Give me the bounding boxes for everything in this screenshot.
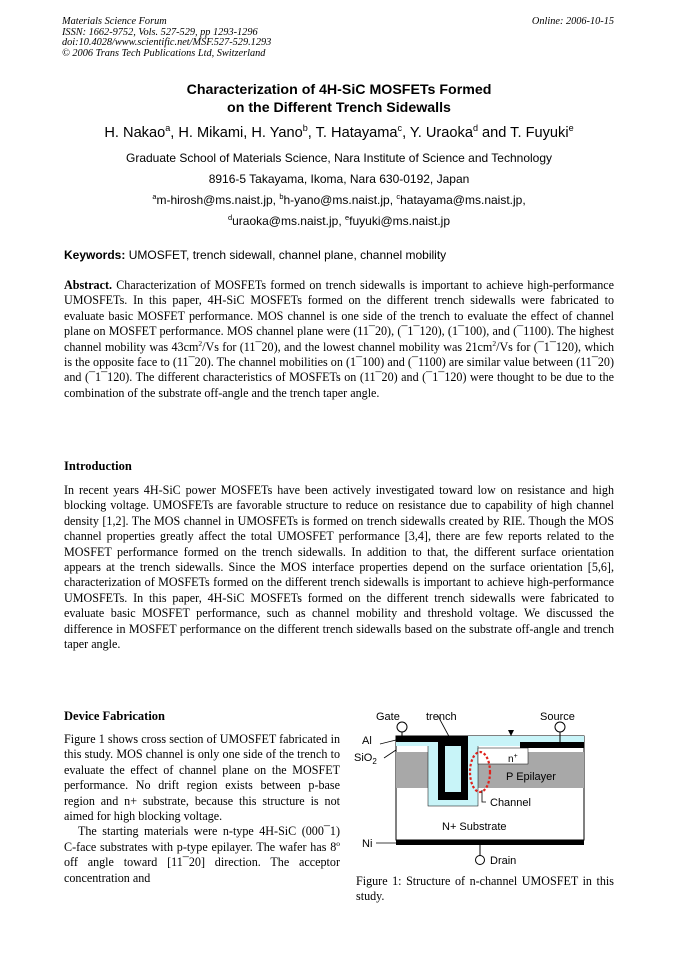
n-plus-region [478,748,528,764]
author-text: H. Nakao [104,125,166,141]
source-arrow [508,730,514,736]
gate-label: Gate [376,711,400,723]
sio2-pointer [384,750,396,758]
abstract-text: Characterization of MOSFETs formed on trench sidewalls is important to achieve high-performance UMOSFETs. In this paper, 4H-SiC MOSFETs formed on the different trench sidewalls were fabricated to evaluate basic MOSFET performance. MOS channel is one side of the trench to evaluate the effect of channel plane on MOSFET performance. MOS channel plane were (11¯20), (¯1¯120), (1¯100), and (¯1100). The highest channel mobility was 43cm [64,278,614,354]
journal-copyright: © 2006 Trans Tech Publications Ltd, Switzerland [62,47,266,59]
unit-superscript: 2 [198,338,203,348]
abstract-text: /Vs for (11¯20), and the lowest channel mobility was 21cm [202,339,493,354]
drain-terminal [476,856,485,865]
substrate-label: N+ Substrate [442,821,507,833]
email-address: hatayama@ms.naist.jp, [400,193,526,207]
degree-superscript: o [336,838,340,848]
fabrication-paragraph-2 [64,824,340,886]
umosfet-structure-figure [350,706,614,872]
author-text: , T. Hatayama [307,125,398,141]
source-label: Source [540,711,575,723]
author-superscript: a [165,123,171,134]
gate-terminal [397,722,407,732]
keywords-label: Keywords: [64,248,126,262]
author-emails-line-1 [0,192,678,208]
drain-label: Drain [490,855,517,867]
introduction-heading: Introduction [64,459,132,473]
journal-issn: ISSN: 1662-9752, Vols. 527-529, pp 1293-1296 [62,26,258,38]
online-date: Online: 2006-10-15 [531,16,614,27]
epilayer-label: P Epilayer [506,771,556,783]
al-pointer [380,740,396,744]
email-address: uraoka@ms.naist.jp, [232,214,345,228]
title-line-1: Characterization of 4H-SiC MOSFETs Formed [186,82,492,98]
gate-al-contact [438,736,468,746]
author-superscript: c [397,123,403,134]
fabrication-heading: Device Fabrication [64,709,166,723]
abstract-label: Abstract. [64,278,113,292]
trench-inner-oxide [445,746,461,792]
sio2-label [354,752,377,766]
n-plus-superscript: + [513,753,518,760]
sio2-subscript: 2 [372,757,377,766]
title-line-2: on the Different Trench Sidewalls [227,100,451,116]
affiliation-institute: Graduate School of Materials Science, Nara Institute of Science and Technology [125,151,553,165]
source-al-contact [520,742,584,748]
email-address: h-yano@ms.naist.jp, [283,193,397,207]
al-label: Al [362,735,372,747]
journal-name: Materials Science Forum [62,16,167,27]
left-al-contact [396,736,438,742]
author-text: , Y. Uraoka [402,125,473,141]
channel-label: Channel [490,797,531,809]
sio2-base-text: SiO [354,752,373,764]
affiliation-address: 8916-5 Takayama, Ikoma, Nara 630-0192, Japan [208,172,470,186]
author-emails-line-2 [0,213,678,229]
source-terminal [555,722,565,732]
author-superscript: b [302,123,308,134]
fabrication-paragraph-1: Figure 1 shows cross section of UMOSFET fabricated in this study. MOS channel is only one side of the trench to evaluate the effect of channel plane on the MOSFET performance. No drift region exists between p-base region and n+ substrate, because this structure is not aimed for high blocking voltage. [64,732,340,824]
email-superscript: c [396,192,401,201]
keywords-text: UMOSFET, trench sidewall, channel plane, channel mobility [125,248,447,262]
trench-label: trench [426,711,457,723]
author-superscript: e [568,123,574,134]
email-superscript: b [279,192,284,201]
keywords-line [64,248,446,263]
email-superscript: d [227,213,233,222]
email-superscript: a [152,192,157,201]
unit-superscript: 2 [492,338,497,348]
paper-title [0,81,678,117]
n-plus-base-text: n [508,754,514,765]
abstract-paragraph [64,278,614,401]
author-text: , H. Mikami, H. Yano [170,125,303,141]
author-text: and T. Fuyuki [477,125,569,141]
figure-caption: Figure 1: Structure of n-channel UMOSFET in this study. [356,874,614,904]
email-address: m-hirosh@ms.naist.jp, [156,193,280,207]
fabrication-text-part: The starting materials were n-type 4H-SiC (000¯1) C-face substrates with p-type epilayer. The wafer has 8 [64,824,340,854]
ni-drain-contact [396,840,584,845]
email-address: fuyuki@ms.naist.jp [349,214,451,228]
ni-label: Ni [362,838,373,850]
journal-header [62,17,271,59]
fabrication-text [64,732,340,886]
author-superscript: d [472,123,478,134]
fabrication-text-part: off angle toward [11¯20] direction. The acceptor concentration and [64,855,340,885]
introduction-paragraph: In recent years 4H-SiC power MOSFETs have been actively investigated toward low on resistance and high blocking voltage. UMOSFETs are favorable structure to reduce on resistance due to capability of high channel density [1,2]. The MOS channel in UMOSFETs is formed on trench sidewalls created by RIE. Though the MOS channel properties greatly affect the total UMOSFET performance [3,4], there are few reports related to the MOSFET performance formed on the trench sidewalls. In addition to that, the different surface orientation appears at the trench sidewalls. Since the MOS interface properties depend on the surface orientation [5,6], characterization of MOSFETs formed on the different trench sidewalls is important to achieve high-performance UMOSFETs. In this paper, 4H-SiC MOSFETs formed on the different trench sidewalls were fabricated to evaluate basic MOSFET performance, such as channel mobility and threshold voltage. We discussed the difference in MOSFET performance on the different trench sidewalls based on the substrate off-angle and trench taper angle. [64,483,614,652]
email-superscript: e [345,213,350,222]
journal-doi: doi:10.4028/www.scientific.net/MSF.527-529.1293 [62,37,272,49]
abstract-text: /Vs for (¯1¯120), which is the opposite face to (11¯20). The channel mobilities on (1¯100) and (¯1100) are similar value between (11¯20) and (¯1¯120). The different characteristics of MOSFETs on (11¯20) and (¯1¯120) were thought to be due to the combination of the substrate off-angle and the trench taper angle. [64,339,615,400]
author-list [0,124,678,142]
